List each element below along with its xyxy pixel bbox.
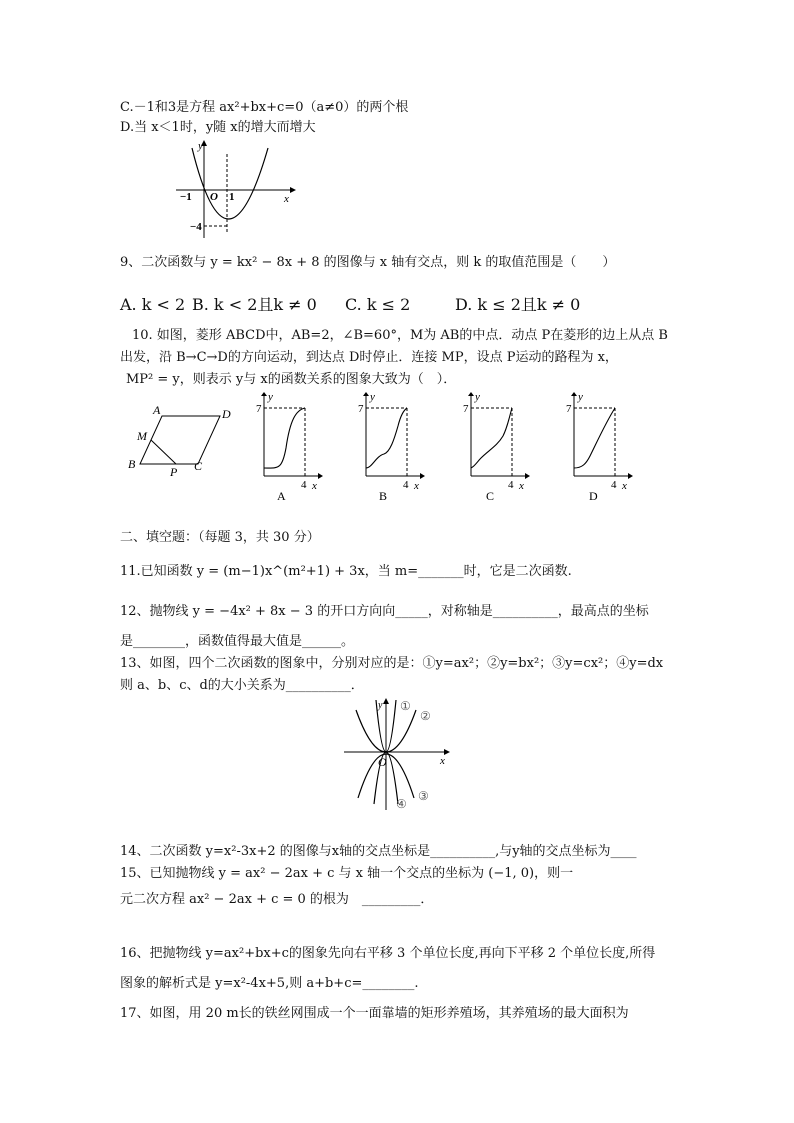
graph-a-y: y <box>268 391 273 403</box>
parabola-x-label: x <box>284 193 289 205</box>
rhombus-label-d: D <box>222 407 231 421</box>
q9-option-a: A. k < 2 <box>120 295 186 314</box>
section-2-title: 二、填空题：（每题 3，共 30 分） <box>120 530 320 545</box>
q13-curve-4-label: ④ <box>396 797 407 811</box>
graph-a-label: A <box>277 489 286 503</box>
q10-graph-b <box>358 392 428 502</box>
parabola-neg4-label: −4 <box>190 221 202 233</box>
q13-origin-label: O <box>378 755 387 769</box>
graph-d-x: x <box>622 480 627 492</box>
option-d: D.当 x＜1时，y随 x的增大而增大 <box>120 120 316 135</box>
graph-b-seven: 7 <box>358 403 364 415</box>
graph-a-seven: 7 <box>256 403 262 415</box>
rhombus-figure <box>120 400 240 480</box>
graph-b-label: B <box>379 489 388 503</box>
parabola-figure <box>172 140 302 240</box>
q10-graph-c <box>463 392 533 502</box>
q9-option-d: D. k ≤ 2且k ≠ 0 <box>455 295 581 314</box>
q13-curve-3-label: ③ <box>418 789 429 803</box>
q13-y-label: y <box>378 700 383 711</box>
graph-d-label: D <box>589 489 598 503</box>
question-15-line1: 15、已知抛物线 y = ax² − 2ax + c 与 x 轴一个交点的坐标为 (−1, 0)，则一 <box>120 866 574 881</box>
graph-c-y: y <box>475 391 480 403</box>
question-10-line2: 出发，沿 B→C→D的方向运动，到达点 D时停止．连接 MP，设点 P运动的路程为 x， <box>120 350 618 365</box>
question-10-line3: MP² = y，则表示 y与 x的函数关系的图象大致为（ ）． <box>126 372 457 387</box>
graph-c-label: C <box>486 489 495 503</box>
q10-graph-a <box>256 392 326 502</box>
graph-a-four: 4 <box>301 479 307 491</box>
graph-b-x: x <box>414 480 419 492</box>
option-c: C.－1和3是方程 ax²+bx+c=0（a≠0）的两个根 <box>120 100 409 115</box>
q10-graph-d <box>566 392 636 502</box>
graph-c-four: 4 <box>508 479 514 491</box>
rhombus-label-m: M <box>137 429 147 443</box>
q9-option-b: B. k < 2且k ≠ 0 <box>192 295 317 314</box>
parabola-origin-label: O <box>210 191 218 203</box>
graph-d-y: y <box>578 391 583 403</box>
parabola-neg1-label: −1 <box>180 191 192 203</box>
rhombus-label-b: B <box>128 457 136 471</box>
graph-b-y: y <box>370 391 375 403</box>
question-16-line2: 图象的解析式是 y=x²-4x+5,则 a+b+c=________. <box>120 976 419 991</box>
graph-c-x: x <box>519 480 524 492</box>
question-9: 9、二次函数与 y = kx² − 8x + 8 的图像与 x 轴有交点，则 k 的取值范围是（ ） <box>120 255 616 270</box>
q13-curve-2-label: ② <box>420 709 431 723</box>
graph-d-four: 4 <box>611 479 617 491</box>
question-17: 17、如图，用 20 m长的铁丝网围成一个一面靠墙的矩形养殖场，其养殖场的最大面积为 <box>120 1006 629 1021</box>
question-16-line1: 16、把抛物线 y=ax²+bx+c的图象先向右平移 3 个单位长度,再向下平移 2 个单位长度,所得 <box>120 946 656 961</box>
rhombus-label-p: P <box>170 465 178 479</box>
parabola-y-label: y <box>198 140 203 152</box>
graph-b-four: 4 <box>403 479 409 491</box>
question-13-line1: 13、如图，四个二次函数的图象中，分别对应的是：①y=ax²；②y=bx²；③y=cx²；④y=dx <box>120 656 664 671</box>
question-14: 14、二次函数 y=x²-3x+2 的图像与x轴的交点坐标是__________,与y轴的交点坐标为____ <box>120 844 637 859</box>
parabola-one-label: 1 <box>229 191 235 203</box>
question-11: 11.已知函数 y = (m−1)x^(m²+1) + 3x，当 m=_______时，它是二次函数. <box>120 564 572 579</box>
q13-curve-1-label: ① <box>400 699 411 713</box>
q13-parabolas-figure <box>340 698 460 818</box>
q9-option-c: C. k ≤ 2 <box>345 295 411 314</box>
question-15-line2: 元二次方程 ax² − 2ax + c = 0 的根为 _________． <box>120 892 434 907</box>
q13-x-label: x <box>440 755 445 767</box>
question-12-line1: 12、抛物线 y = −4x² + 8x − 3 的开口方向向_____，对称轴是__________，最高点的坐标 <box>120 604 649 619</box>
graph-d-seven: 7 <box>566 403 572 415</box>
rhombus-label-c: C <box>194 459 203 473</box>
graph-a-x: x <box>312 480 317 492</box>
rhombus-label-a: A <box>153 403 161 417</box>
graph-c-seven: 7 <box>463 403 469 415</box>
question-10-line1: 10. 如图，菱形 ABCD中，AB=2，∠B=60°，M为 AB的中点．动点 P在菱形的边上从点 B <box>132 328 668 343</box>
question-13-line2: 则 a、b、c、d的大小关系为__________． <box>120 678 364 693</box>
question-12-line2: 是________，函数值得最大值是______。 <box>120 634 355 649</box>
